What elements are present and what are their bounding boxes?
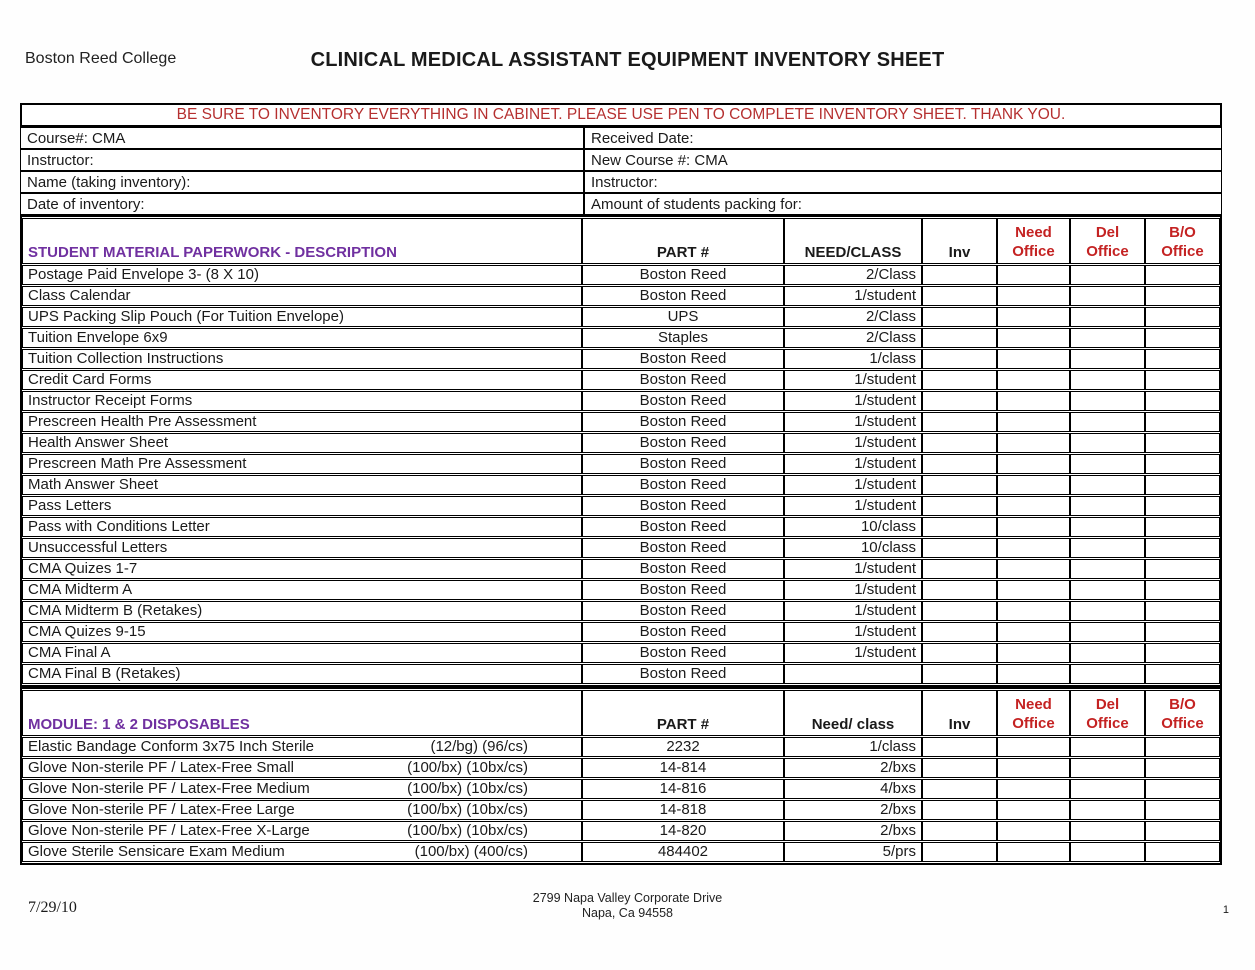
del-office-cell	[1070, 412, 1145, 432]
bo-office-cell	[1145, 286, 1220, 306]
inv-cell	[922, 737, 997, 757]
need-office-cell	[997, 800, 1070, 820]
need-office-cell	[997, 643, 1070, 663]
item-pack-spec: (100/bx) (400/cs)	[414, 843, 528, 860]
need-quantity-cell: 1/student	[784, 622, 922, 642]
bo-office-cell	[1145, 412, 1220, 432]
part-number-cell: Boston Reed	[582, 433, 784, 453]
del-office-cell	[1070, 370, 1145, 390]
section-table-paperwork	[20, 215, 1222, 687]
part-column-header: PART #	[582, 218, 784, 264]
inv-cell	[922, 758, 997, 778]
inv-cell	[922, 622, 997, 642]
bo-office-cell	[1145, 307, 1220, 327]
bo-office-cell	[1145, 496, 1220, 516]
part-number-cell: Boston Reed	[582, 370, 784, 390]
inv-cell	[922, 601, 997, 621]
item-name: Glove Non-sterile PF / Latex-Free X-Large	[28, 822, 310, 839]
part-number-cell: Boston Reed	[582, 538, 784, 558]
del-office-column-header: Del Office	[1070, 690, 1145, 736]
inv-cell	[922, 580, 997, 600]
need-office-cell	[997, 496, 1070, 516]
bo-office-cell	[1145, 475, 1220, 495]
item-description-cell	[22, 779, 582, 799]
item-name: Pass with Conditions Letter	[28, 518, 210, 535]
inv-cell	[922, 643, 997, 663]
need-quantity-cell: 4/bxs	[784, 779, 922, 799]
part-number-cell: Boston Reed	[582, 517, 784, 537]
need-quantity-cell: 5/prs	[784, 842, 922, 862]
part-number-cell: Boston Reed	[582, 391, 784, 411]
bo-office-cell	[1145, 517, 1220, 537]
need-quantity-cell: 2/Class	[784, 265, 922, 285]
need-office-cell	[997, 821, 1070, 841]
part-number-cell: Boston Reed	[582, 496, 784, 516]
del-office-cell	[1070, 643, 1145, 663]
item-name: Elastic Bandage Conform 3x75 Inch Sterile	[28, 738, 314, 755]
need-quantity-cell: 1/class	[784, 737, 922, 757]
inv-cell	[922, 821, 997, 841]
part-number-cell: Boston Reed	[582, 643, 784, 663]
bo-office-cell	[1145, 821, 1220, 841]
inv-cell	[922, 286, 997, 306]
need-quantity-cell: 1/student	[784, 475, 922, 495]
section-title: MODULE: 1 & 2 DISPOSABLES	[22, 690, 582, 736]
need-quantity-cell: 2/bxs	[784, 821, 922, 841]
inv-cell	[922, 265, 997, 285]
section-title: STUDENT MATERIAL PAPERWORK - DESCRIPTION	[22, 218, 582, 264]
del-office-cell	[1070, 737, 1145, 757]
del-office-cell	[1070, 559, 1145, 579]
need-office-cell	[997, 538, 1070, 558]
need-office-cell	[997, 737, 1070, 757]
need-office-column-header: Need Office	[997, 218, 1070, 264]
bo-office-cell	[1145, 664, 1220, 684]
inv-cell	[922, 454, 997, 474]
need-quantity-cell: 1/class	[784, 349, 922, 369]
part-number-cell: Boston Reed	[582, 664, 784, 684]
item-name: CMA Quizes 1-7	[28, 560, 138, 577]
part-number-cell: 14-814	[582, 758, 784, 778]
info-form	[20, 127, 1222, 215]
del-office-cell	[1070, 664, 1145, 684]
del-office-cell	[1070, 475, 1145, 495]
form-row	[20, 149, 1222, 171]
item-description-cell	[22, 601, 582, 621]
need-office-cell	[997, 842, 1070, 862]
need-column-header: NEED/CLASS	[784, 218, 922, 264]
bo-office-cell	[1145, 538, 1220, 558]
need-office-cell	[997, 307, 1070, 327]
section-header-row	[22, 218, 1220, 264]
table-row	[22, 265, 1220, 285]
item-description-cell	[22, 664, 582, 684]
del-office-cell	[1070, 601, 1145, 621]
need-quantity-cell: 1/student	[784, 580, 922, 600]
item-description-cell	[22, 475, 582, 495]
item-name: Class Calendar	[28, 287, 131, 304]
item-description-cell	[22, 580, 582, 600]
del-office-cell	[1070, 433, 1145, 453]
need-office-cell	[997, 622, 1070, 642]
part-number-cell: 484402	[582, 842, 784, 862]
instructor-field: Instructor:	[20, 149, 584, 171]
received-date-field: Received Date:	[584, 127, 1222, 149]
item-name: Glove Sterile Sensicare Exam Medium	[28, 843, 285, 860]
table-row	[22, 643, 1220, 663]
item-name: Pass Letters	[28, 497, 112, 514]
item-description-cell	[22, 265, 582, 285]
need-office-cell	[997, 454, 1070, 474]
footer-address-line2: Napa, Ca 94558	[581, 906, 674, 920]
item-pack-spec: (100/bx) (10bx/cs)	[407, 780, 528, 797]
need-office-cell	[997, 370, 1070, 390]
item-description-cell	[22, 559, 582, 579]
need-quantity-cell: 1/student	[784, 391, 922, 411]
item-name: Glove Non-sterile PF / Latex-Free Medium	[28, 780, 310, 797]
item-description-cell	[22, 643, 582, 663]
del-office-cell	[1070, 454, 1145, 474]
students-packing-field: Amount of students packing for:	[584, 193, 1222, 215]
item-name: CMA Midterm B (Retakes)	[28, 602, 203, 619]
bo-office-cell	[1145, 601, 1220, 621]
item-name: Prescreen Math Pre Assessment	[28, 455, 247, 472]
del-office-cell	[1070, 391, 1145, 411]
item-description-cell	[22, 349, 582, 369]
inv-column-header: Inv	[922, 690, 997, 736]
part-number-cell: Boston Reed	[582, 601, 784, 621]
part-number-cell: 14-818	[582, 800, 784, 820]
inventory-date-field: Date of inventory:	[20, 193, 584, 215]
inv-cell	[922, 391, 997, 411]
del-office-cell	[1070, 779, 1145, 799]
bo-office-cell	[1145, 265, 1220, 285]
item-description-cell	[22, 286, 582, 306]
part-number-cell: 14-820	[582, 821, 784, 841]
inv-cell	[922, 538, 997, 558]
item-name: Math Answer Sheet	[28, 476, 159, 493]
need-column-header: Need/ class	[784, 690, 922, 736]
part-number-cell: UPS	[582, 307, 784, 327]
item-description-cell	[22, 454, 582, 474]
inv-cell	[922, 496, 997, 516]
need-quantity-cell: 1/student	[784, 601, 922, 621]
item-pack-spec: (12/bg) (96/cs)	[430, 738, 528, 755]
del-office-cell	[1070, 265, 1145, 285]
inv-cell	[922, 370, 997, 390]
inv-cell	[922, 328, 997, 348]
item-description-cell	[22, 370, 582, 390]
need-office-cell	[997, 580, 1070, 600]
bo-office-cell	[1145, 758, 1220, 778]
bo-office-cell	[1145, 370, 1220, 390]
item-description-cell	[22, 328, 582, 348]
table-row	[22, 580, 1220, 600]
item-description-cell	[22, 391, 582, 411]
del-office-cell	[1070, 538, 1145, 558]
need-office-cell	[997, 349, 1070, 369]
item-name: Instructor Receipt Forms	[28, 392, 193, 409]
table-row	[22, 517, 1220, 537]
document-header	[20, 0, 1235, 103]
table-row	[22, 475, 1220, 495]
inv-column-header: Inv	[922, 218, 997, 264]
del-office-cell	[1070, 517, 1145, 537]
del-office-cell	[1070, 307, 1145, 327]
instructor-field-2: Instructor:	[584, 171, 1222, 193]
bo-office-cell	[1145, 328, 1220, 348]
section-header-row	[22, 690, 1220, 736]
table-row	[22, 538, 1220, 558]
need-office-cell	[997, 391, 1070, 411]
table-row	[22, 622, 1220, 642]
inv-cell	[922, 517, 997, 537]
banner-note: BE SURE TO INVENTORY EVERYTHING IN CABINET. PLEASE USE PEN TO COMPLETE INVENTORY SHEET. THANK YOU.	[20, 103, 1222, 127]
need-quantity-cell: 1/student	[784, 496, 922, 516]
need-office-cell	[997, 779, 1070, 799]
item-name: Postage Paid Envelope 3- (8 X 10)	[28, 266, 259, 283]
need-office-cell	[997, 286, 1070, 306]
inventory-taker-name-field: Name (taking inventory):	[20, 171, 584, 193]
del-office-cell	[1070, 349, 1145, 369]
item-description-cell	[22, 496, 582, 516]
bo-office-cell	[1145, 737, 1220, 757]
item-description-cell	[22, 307, 582, 327]
table-row	[22, 559, 1220, 579]
part-number-cell: Staples	[582, 328, 784, 348]
need-office-cell	[997, 433, 1070, 453]
del-office-cell	[1070, 622, 1145, 642]
org-name: Boston Reed College	[25, 50, 177, 67]
del-office-cell	[1070, 842, 1145, 862]
item-name: Unsuccessful Letters	[28, 539, 168, 556]
item-description-cell	[22, 433, 582, 453]
need-quantity-cell: 1/student	[784, 286, 922, 306]
table-row	[22, 779, 1220, 799]
part-column-header: PART #	[582, 690, 784, 736]
form-row	[20, 171, 1222, 193]
need-quantity-cell: 1/student	[784, 412, 922, 432]
need-quantity-cell: 1/student	[784, 433, 922, 453]
page-title: CLINICAL MEDICAL ASSISTANT EQUIPMENT INVENTORY SHEET	[310, 49, 945, 71]
item-name: CMA Quizes 9-15	[28, 623, 146, 640]
part-number-cell: Boston Reed	[582, 580, 784, 600]
item-name: CMA Final A	[28, 644, 111, 661]
part-number-cell: Boston Reed	[582, 349, 784, 369]
inv-cell	[922, 779, 997, 799]
table-row	[22, 737, 1220, 757]
part-number-cell: Boston Reed	[582, 265, 784, 285]
table-row	[22, 349, 1220, 369]
table-row	[22, 328, 1220, 348]
inv-cell	[922, 349, 997, 369]
bo-office-cell	[1145, 391, 1220, 411]
need-quantity-cell: 2/Class	[784, 307, 922, 327]
table-row	[22, 601, 1220, 621]
item-name: Credit Card Forms	[28, 371, 152, 388]
need-quantity-cell: 1/student	[784, 370, 922, 390]
need-quantity-cell	[784, 664, 922, 684]
need-office-cell	[997, 475, 1070, 495]
table-row	[22, 842, 1220, 862]
del-office-cell	[1070, 758, 1145, 778]
need-office-column-header: Need Office	[997, 690, 1070, 736]
form-row	[20, 127, 1222, 149]
table-row	[22, 496, 1220, 516]
inv-cell	[922, 800, 997, 820]
item-description-cell	[22, 821, 582, 841]
need-office-cell	[997, 265, 1070, 285]
part-number-cell: Boston Reed	[582, 475, 784, 495]
del-office-cell	[1070, 821, 1145, 841]
need-quantity-cell: 10/class	[784, 538, 922, 558]
inv-cell	[922, 307, 997, 327]
bo-office-column-header: B/O Office	[1145, 218, 1220, 264]
part-number-cell: Boston Reed	[582, 622, 784, 642]
del-office-cell	[1070, 580, 1145, 600]
item-name: Glove Non-sterile PF / Latex-Free Large	[28, 801, 295, 818]
need-office-cell	[997, 328, 1070, 348]
bo-office-cell	[1145, 559, 1220, 579]
page-footer	[0, 891, 1255, 936]
item-name: Tuition Envelope 6x9	[28, 329, 168, 346]
need-quantity-cell: 1/student	[784, 643, 922, 663]
item-name: UPS Packing Slip Pouch (For Tuition Envelope)	[28, 308, 344, 325]
inv-cell	[922, 433, 997, 453]
section-table-disposables	[20, 687, 1222, 865]
need-quantity-cell: 1/student	[784, 454, 922, 474]
need-office-cell	[997, 758, 1070, 778]
table-row	[22, 433, 1220, 453]
need-quantity-cell: 10/class	[784, 517, 922, 537]
inv-cell	[922, 412, 997, 432]
need-quantity-cell: 1/student	[784, 559, 922, 579]
need-quantity-cell: 2/Class	[784, 328, 922, 348]
need-office-cell	[997, 517, 1070, 537]
table-row	[22, 286, 1220, 306]
form-row	[20, 193, 1222, 215]
del-office-column-header: Del Office	[1070, 218, 1145, 264]
item-pack-spec: (100/bx) (10bx/cs)	[407, 822, 528, 839]
part-number-cell: 2232	[582, 737, 784, 757]
item-name: Glove Non-sterile PF / Latex-Free Small	[28, 759, 294, 776]
item-name: Health Answer Sheet	[28, 434, 169, 451]
item-description-cell	[22, 517, 582, 537]
del-office-cell	[1070, 496, 1145, 516]
footer-address	[0, 891, 1255, 921]
bo-office-cell	[1145, 643, 1220, 663]
item-name: CMA Final B (Retakes)	[28, 665, 181, 682]
need-office-cell	[997, 412, 1070, 432]
item-description-cell	[22, 800, 582, 820]
item-description-cell	[22, 538, 582, 558]
table-row	[22, 391, 1220, 411]
inv-cell	[922, 842, 997, 862]
need-office-cell	[997, 664, 1070, 684]
table-row	[22, 454, 1220, 474]
part-number-cell: Boston Reed	[582, 412, 784, 432]
table-row	[22, 307, 1220, 327]
need-quantity-cell: 2/bxs	[784, 758, 922, 778]
need-office-cell	[997, 601, 1070, 621]
part-number-cell: Boston Reed	[582, 286, 784, 306]
need-quantity-cell: 2/bxs	[784, 800, 922, 820]
bo-office-cell	[1145, 622, 1220, 642]
course-number-field: Course#: CMA	[20, 127, 584, 149]
bo-office-cell	[1145, 842, 1220, 862]
bo-office-cell	[1145, 580, 1220, 600]
item-description-cell	[22, 842, 582, 862]
del-office-cell	[1070, 286, 1145, 306]
bo-office-cell	[1145, 454, 1220, 474]
inv-cell	[922, 475, 997, 495]
item-pack-spec: (100/bx) (10bx/cs)	[407, 759, 528, 776]
part-number-cell: 14-816	[582, 779, 784, 799]
new-course-number-field: New Course #: CMA	[584, 149, 1222, 171]
bo-office-cell	[1145, 800, 1220, 820]
bo-office-cell	[1145, 779, 1220, 799]
bo-office-cell	[1145, 349, 1220, 369]
table-row	[22, 664, 1220, 684]
footer-address-line1: 2799 Napa Valley Corporate Drive	[532, 891, 723, 905]
table-row	[22, 412, 1220, 432]
item-name: Tuition Collection Instructions	[28, 350, 224, 367]
table-row	[22, 800, 1220, 820]
bo-office-cell	[1145, 433, 1220, 453]
bo-office-column-header: B/O Office	[1145, 690, 1220, 736]
item-name: CMA Midterm A	[28, 581, 133, 598]
table-row	[22, 370, 1220, 390]
del-office-cell	[1070, 800, 1145, 820]
item-description-cell	[22, 412, 582, 432]
table-row	[22, 758, 1220, 778]
inv-cell	[922, 559, 997, 579]
item-description-cell	[22, 758, 582, 778]
item-pack-spec: (100/bx) (10bx/cs)	[407, 801, 528, 818]
footer-page-number: 1	[1222, 904, 1229, 916]
need-office-cell	[997, 559, 1070, 579]
footer-date: 7/29/10	[28, 899, 77, 916]
item-name: Prescreen Health Pre Assessment	[28, 413, 257, 430]
inv-cell	[922, 664, 997, 684]
item-description-cell	[22, 737, 582, 757]
del-office-cell	[1070, 328, 1145, 348]
part-number-cell: Boston Reed	[582, 454, 784, 474]
item-description-cell	[22, 622, 582, 642]
part-number-cell: Boston Reed	[582, 559, 784, 579]
table-row	[22, 821, 1220, 841]
